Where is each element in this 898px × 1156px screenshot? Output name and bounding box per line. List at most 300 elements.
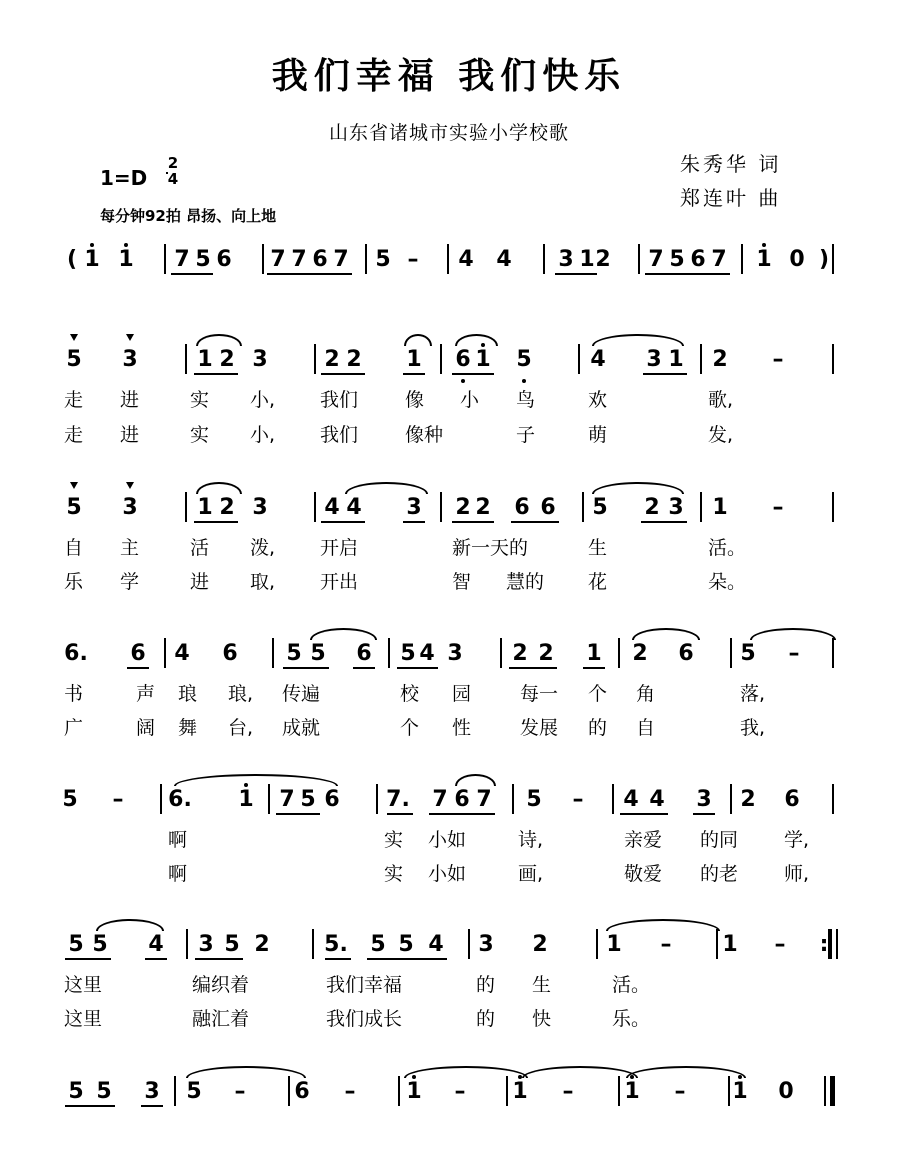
note: 4	[148, 932, 164, 957]
note: 4	[428, 932, 444, 957]
lyric-syllable: 进	[120, 424, 140, 446]
lyric-syllable: 生	[532, 974, 552, 996]
note: 5	[66, 347, 82, 372]
note: –	[772, 347, 784, 372]
note: 4	[590, 347, 606, 372]
lyric-syllable: 我们幸福	[326, 974, 403, 996]
lyric-syllable: 书	[64, 683, 84, 705]
note: 5	[224, 932, 240, 957]
note: 1	[579, 247, 595, 272]
underline	[583, 667, 605, 669]
note: 6.	[64, 641, 88, 666]
slur	[196, 334, 242, 346]
barline	[174, 1076, 176, 1106]
song-title: 我们幸福 我们快乐	[271, 55, 627, 97]
note: 3	[252, 347, 268, 372]
underline	[321, 373, 365, 375]
lyric-syllable: 成就	[282, 717, 321, 739]
note: 7	[279, 787, 295, 812]
note: 3	[696, 787, 712, 812]
note: 7	[648, 247, 664, 272]
note: 1	[624, 1079, 640, 1104]
underline	[429, 813, 495, 815]
lyric-syllable: 生	[588, 537, 608, 559]
lyric-syllable: 朵。	[708, 571, 747, 593]
slur	[310, 628, 377, 640]
note: 1	[756, 247, 772, 272]
barline	[638, 244, 640, 274]
note: 5	[310, 641, 326, 666]
underline	[693, 813, 715, 815]
lyric-syllable: 角	[636, 683, 656, 705]
lyric-syllable: 学	[120, 571, 140, 593]
low-dot	[461, 379, 465, 383]
note: –	[788, 641, 800, 666]
note: 6	[540, 495, 556, 520]
note: 2	[740, 787, 756, 812]
lyric-syllable: 泼,	[250, 537, 276, 559]
underline	[65, 958, 111, 960]
composer-credit: 郑连叶 曲	[680, 186, 782, 210]
underline	[267, 273, 352, 275]
lyric-syllable: 个	[400, 717, 420, 739]
lyric-syllable: 小	[460, 389, 480, 411]
note: 5	[669, 247, 685, 272]
barline	[185, 492, 187, 522]
underline	[403, 521, 425, 523]
note: 1	[475, 347, 491, 372]
note: –	[407, 247, 419, 272]
barline	[160, 784, 162, 814]
barline	[618, 1076, 620, 1106]
slur	[455, 334, 498, 346]
accent-mark	[70, 334, 78, 341]
note: 7	[476, 787, 492, 812]
note: –	[112, 787, 124, 812]
high-dot	[124, 243, 128, 247]
note: 2	[475, 495, 491, 520]
note: –	[234, 1079, 246, 1104]
barline	[314, 492, 316, 522]
lyric-syllable: 走	[64, 389, 84, 411]
lyric-syllable: 花	[588, 571, 608, 593]
note: 6	[455, 347, 471, 372]
underline	[511, 521, 559, 523]
lyric-syllable: 我们	[320, 389, 359, 411]
note: 6	[312, 247, 328, 272]
note: 7	[432, 787, 448, 812]
note: –	[660, 932, 672, 957]
lyric-syllable: 自	[636, 717, 656, 739]
barline	[314, 344, 316, 374]
underline	[397, 667, 438, 669]
lyric-syllable: 啊	[168, 829, 188, 851]
lyric-syllable: 的	[476, 1008, 496, 1030]
underline	[145, 958, 167, 960]
slur	[345, 482, 428, 494]
note: –	[674, 1079, 686, 1104]
lyric-syllable: 声	[136, 683, 156, 705]
note: –	[774, 932, 786, 957]
barline	[447, 244, 449, 274]
note: 5	[68, 1079, 84, 1104]
note: 4	[174, 641, 190, 666]
note: 3	[447, 641, 463, 666]
lyric-syllable: 乐	[64, 571, 84, 593]
note: 2	[538, 641, 554, 666]
lyric-syllable: 实	[384, 863, 404, 885]
barline	[741, 244, 743, 274]
lyric-syllable: 舞	[178, 717, 198, 739]
note: 3	[646, 347, 662, 372]
lyric-syllable: 像种	[405, 424, 444, 446]
lyric-syllable: 实	[190, 424, 210, 446]
barline	[832, 344, 834, 374]
barline	[730, 638, 732, 668]
barline	[832, 638, 834, 668]
note: –	[562, 1079, 574, 1104]
note: 5	[96, 1079, 112, 1104]
note: 5	[195, 247, 211, 272]
note: 6	[454, 787, 470, 812]
note: 4	[324, 495, 340, 520]
lyric-syllable: 实	[384, 829, 404, 851]
lyric-syllable: 小,	[250, 389, 276, 411]
lyric-syllable: 啊	[168, 863, 188, 885]
lyric-syllable: 敬爱	[624, 863, 663, 885]
note: 7	[711, 247, 727, 272]
underline	[283, 667, 329, 669]
note: 1	[668, 347, 684, 372]
lyricist-credit: 朱秀华 词	[680, 152, 782, 176]
note: 3	[252, 495, 268, 520]
note: 5	[526, 787, 542, 812]
slur	[632, 628, 700, 640]
barline	[388, 638, 390, 668]
lyric-syllable: 学,	[784, 829, 810, 851]
underline	[387, 813, 413, 815]
lyric-syllable: 小,	[250, 424, 276, 446]
key-signature: 1=D	[100, 166, 148, 190]
note: –	[344, 1079, 356, 1104]
barline	[312, 929, 314, 959]
lyric-syllable: 子	[516, 424, 536, 446]
barline	[365, 244, 367, 274]
underline	[321, 521, 365, 523]
note: 4	[623, 787, 639, 812]
tempo-marking: 每分钟92拍 昂扬、向上地	[100, 207, 277, 225]
lyric-syllable: 像	[405, 389, 425, 411]
note: 3	[198, 932, 214, 957]
note: 2	[219, 347, 235, 372]
barline	[618, 638, 620, 668]
underline	[452, 373, 494, 375]
lyric-syllable: 欢	[588, 389, 608, 411]
lyric-syllable: 鸟	[516, 389, 536, 411]
lyric-syllable: 琅	[178, 683, 198, 705]
note: 2	[455, 495, 471, 520]
barline	[512, 784, 514, 814]
accent-mark	[126, 482, 134, 489]
slur	[96, 919, 164, 931]
underline	[452, 521, 494, 523]
note: 3	[122, 347, 138, 372]
lyric-syllable: 画,	[518, 863, 544, 885]
underline	[367, 958, 447, 960]
underline	[276, 813, 320, 815]
lyric-syllable: 传遍	[282, 683, 321, 705]
lyric-syllable: 进	[120, 389, 140, 411]
note: 7	[270, 247, 286, 272]
lyric-syllable: 广	[64, 717, 84, 739]
underline	[509, 667, 557, 669]
barline	[824, 1076, 826, 1106]
final-barline	[830, 1076, 835, 1106]
underline	[325, 958, 351, 960]
note: 1	[406, 347, 422, 372]
slur	[606, 919, 720, 931]
barline	[262, 244, 264, 274]
note: 5	[516, 347, 532, 372]
barline	[832, 784, 834, 814]
note: 2	[712, 347, 728, 372]
note: 5	[398, 932, 414, 957]
note: 1	[512, 1079, 528, 1104]
barline	[288, 1076, 290, 1106]
barline	[506, 1076, 508, 1106]
lyric-syllable: 小如	[428, 829, 467, 851]
note: 1	[118, 247, 134, 272]
barline	[596, 929, 598, 959]
note: 6	[294, 1079, 310, 1104]
note: 5	[740, 641, 756, 666]
note: 1	[722, 932, 738, 957]
note: 5	[286, 641, 302, 666]
lyric-syllable: 园	[452, 683, 472, 705]
lyric-syllable: 落,	[740, 683, 766, 705]
note: 3	[144, 1079, 160, 1104]
lyric-syllable: 台,	[228, 717, 254, 739]
note: 1	[197, 347, 213, 372]
barline	[376, 784, 378, 814]
note: 1	[197, 495, 213, 520]
lyric-syllable: 活	[190, 537, 210, 559]
underline	[353, 667, 375, 669]
lyric-syllable: 的	[476, 974, 496, 996]
underline	[127, 667, 149, 669]
slur	[522, 1066, 638, 1078]
underline	[620, 813, 668, 815]
lyric-syllable: 亲爱	[624, 829, 663, 851]
high-dot	[90, 243, 94, 247]
note: 6	[356, 641, 372, 666]
note: 3	[122, 495, 138, 520]
note: 6	[678, 641, 694, 666]
barline	[164, 638, 166, 668]
slur	[592, 482, 684, 494]
note: 1	[238, 787, 254, 812]
note: 6	[690, 247, 706, 272]
barline	[832, 492, 834, 522]
lyric-syllable: 活。	[612, 974, 651, 996]
lyric-syllable: 开启	[320, 537, 359, 559]
barline	[730, 784, 732, 814]
lyric-syllable: 发,	[708, 424, 734, 446]
underline	[555, 273, 597, 275]
barline	[832, 244, 834, 274]
lyric-syllable: 编织着	[192, 974, 250, 996]
slur	[592, 334, 684, 346]
lyric-syllable: 我们	[320, 424, 359, 446]
underline	[195, 958, 243, 960]
note: 5	[400, 641, 416, 666]
note: 5	[66, 495, 82, 520]
barline	[185, 344, 187, 374]
note: –	[772, 495, 784, 520]
note: 5.	[324, 932, 348, 957]
underline	[643, 373, 687, 375]
meter-divider	[166, 172, 168, 174]
barline	[500, 638, 502, 668]
lyric-syllable: 歌,	[708, 389, 734, 411]
slur	[196, 482, 242, 494]
note: 3	[668, 495, 684, 520]
lyric-syllable: 开出	[320, 571, 359, 593]
low-dot	[522, 379, 526, 383]
barline	[582, 492, 584, 522]
underline	[65, 1105, 115, 1107]
note: 2	[532, 932, 548, 957]
note: 7	[174, 247, 190, 272]
accent-mark	[70, 482, 78, 489]
slur	[455, 774, 496, 786]
lyric-syllable: 的同	[700, 829, 739, 851]
barline	[272, 638, 274, 668]
underline	[194, 521, 238, 523]
underline	[645, 273, 730, 275]
lyric-syllable: 我,	[740, 717, 766, 739]
lyric-syllable: 快	[532, 1008, 552, 1030]
note: 7	[291, 247, 307, 272]
lyric-syllable: 乐。	[612, 1008, 651, 1030]
note: 6	[216, 247, 232, 272]
note: 2	[254, 932, 270, 957]
lyric-syllable: 发展	[520, 717, 559, 739]
lyric-syllable: 这里	[64, 974, 103, 996]
lyric-syllable: 的老	[700, 863, 739, 885]
slur	[404, 1066, 528, 1078]
note: 5	[375, 247, 391, 272]
high-dot	[762, 243, 766, 247]
barline	[578, 344, 580, 374]
lyric-syllable: 师,	[784, 863, 810, 885]
barline	[164, 244, 166, 274]
underline	[141, 1105, 163, 1107]
slur	[404, 334, 432, 346]
lyric-syllable: 我们成长	[326, 1008, 403, 1030]
note: 1	[84, 247, 100, 272]
note: 4	[419, 641, 435, 666]
note: 5	[300, 787, 316, 812]
paren-close: )	[818, 247, 830, 272]
song-subtitle: 山东省诸城市实验小学校歌	[328, 122, 569, 144]
underline	[403, 373, 425, 375]
note: 5	[592, 495, 608, 520]
lyric-syllable: 性	[452, 717, 472, 739]
lyric-syllable: 自	[64, 537, 84, 559]
lyric-syllable: 的	[588, 717, 608, 739]
lyric-syllable: 融汇着	[192, 1008, 250, 1030]
lyric-syllable: 慧的	[506, 571, 545, 593]
note: 5	[92, 932, 108, 957]
note: 1	[406, 1079, 422, 1104]
accent-mark	[126, 334, 134, 341]
lyric-syllable: 个	[588, 683, 608, 705]
note: –	[454, 1079, 466, 1104]
note: 2	[219, 495, 235, 520]
note: 4	[496, 247, 512, 272]
barline	[543, 244, 545, 274]
lyric-syllable: 取,	[250, 571, 276, 593]
barline	[440, 492, 442, 522]
lyric-syllable: 走	[64, 424, 84, 446]
barline	[612, 784, 614, 814]
lyric-syllable: 小如	[428, 863, 467, 885]
lyric-syllable: 每一	[520, 683, 559, 705]
note: 4	[458, 247, 474, 272]
barline	[186, 929, 188, 959]
lyric-syllable: 诗,	[518, 829, 544, 851]
lyric-syllable: 这里	[64, 1008, 103, 1030]
note: –	[572, 787, 584, 812]
slur	[750, 628, 836, 640]
note: 2	[644, 495, 660, 520]
note: 2	[632, 641, 648, 666]
note: 6.	[168, 787, 192, 812]
paren-open: (	[66, 247, 78, 272]
lyric-syllable: 校	[400, 683, 420, 705]
lyric-syllable: 主	[120, 537, 140, 559]
underline	[641, 521, 687, 523]
lyric-syllable: 进	[190, 571, 210, 593]
note: 4	[649, 787, 665, 812]
meter-bottom: 4	[167, 170, 179, 188]
barline	[700, 344, 702, 374]
barline	[716, 929, 718, 959]
note: 3	[558, 247, 574, 272]
note: 4	[346, 495, 362, 520]
barline	[700, 492, 702, 522]
note: 0	[789, 247, 805, 272]
note: 1	[712, 495, 728, 520]
note: 2	[595, 247, 611, 272]
note: 0	[778, 1079, 794, 1104]
note: 1	[586, 641, 602, 666]
lyric-syllable: 阔	[136, 717, 156, 739]
time-signature	[166, 155, 180, 187]
note: 2	[346, 347, 362, 372]
lyric-syllable: 萌	[588, 424, 608, 446]
note: 6	[130, 641, 146, 666]
note: 2	[324, 347, 340, 372]
repeat-dots: :	[819, 932, 829, 957]
note: 2	[512, 641, 528, 666]
underline	[171, 273, 213, 275]
lyric-syllable: 琅,	[228, 683, 254, 705]
barline	[268, 784, 270, 814]
note: 6	[784, 787, 800, 812]
barline	[468, 929, 470, 959]
